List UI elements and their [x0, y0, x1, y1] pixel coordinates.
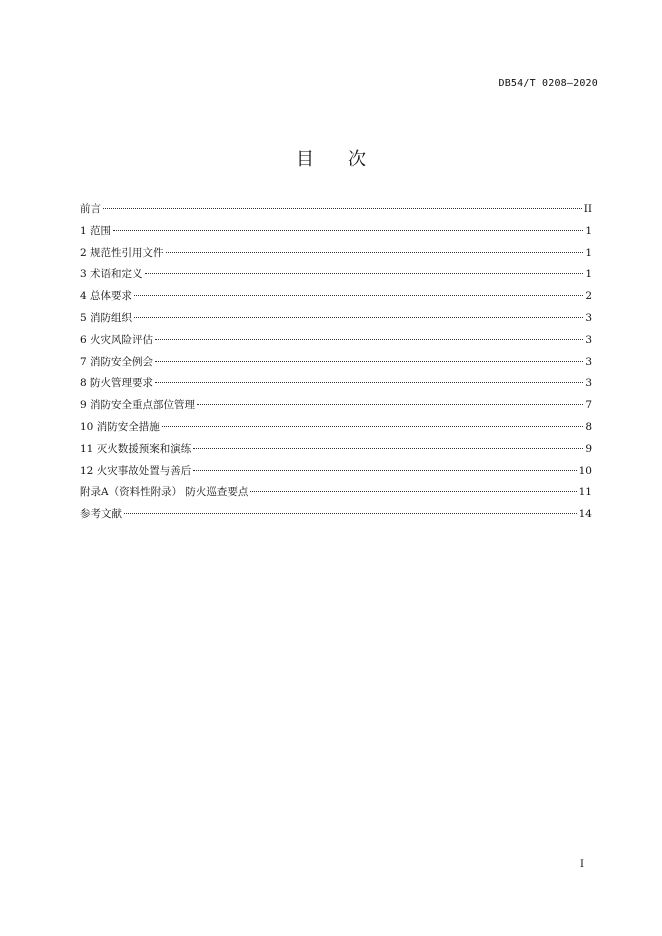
dot-leader — [197, 404, 583, 405]
dot-leader — [166, 252, 584, 253]
toc-entry-page: 10 — [578, 464, 592, 477]
dot-leader — [113, 230, 583, 231]
toc-entry-label: 附录A（资料性附录） 防火巡查要点 — [80, 486, 249, 499]
toc-entry-page: 2 — [585, 290, 592, 303]
toc-entry-label: 6 火灾风险评估 — [80, 333, 154, 346]
toc-entry-label: 8 防火管理要求 — [80, 377, 154, 390]
toc-entry-page: 7 — [585, 399, 592, 412]
toc-entry-label: 9 消防安全重点部位管理 — [80, 399, 196, 412]
dot-leader — [155, 382, 583, 383]
toc-entry[interactable] — [80, 395, 592, 417]
page-title: 目次 — [296, 149, 400, 170]
dot-leader — [134, 317, 583, 318]
toc-entry[interactable] — [80, 461, 592, 483]
toc-entry-label: 1 范围 — [80, 224, 112, 237]
toc-entry-page: 3 — [585, 377, 592, 390]
toc-entry-label: 2 规范性引用文件 — [80, 246, 164, 259]
toc-entry-label: 10 消防安全措施 — [80, 420, 160, 433]
toc-entry[interactable] — [80, 308, 592, 330]
toc-entry[interactable] — [80, 330, 592, 352]
dot-leader — [145, 273, 584, 274]
toc-entry-label: 4 总体要求 — [80, 290, 133, 303]
toc-entry-page: 14 — [578, 508, 592, 521]
toc-entry-page: 8 — [585, 420, 592, 433]
toc-entry[interactable] — [80, 286, 592, 308]
dot-leader — [124, 513, 577, 514]
toc-entry-page: 9 — [585, 442, 592, 455]
dot-leader — [134, 295, 583, 296]
toc-entry[interactable] — [80, 482, 592, 504]
dot-leader — [193, 448, 583, 449]
toc-entry-page: 3 — [585, 333, 592, 346]
toc-entry-page: 1 — [585, 268, 592, 281]
toc-entry[interactable] — [80, 221, 592, 243]
toc-entry-label: 3 术语和定义 — [80, 268, 143, 281]
dot-leader — [155, 361, 583, 362]
toc-entry-page: II — [583, 203, 592, 215]
dot-leader — [103, 208, 582, 209]
toc-entry-label: 前言 — [80, 203, 101, 215]
document-code: DB54/T 0208—2020 — [498, 78, 598, 89]
toc-entry-page: 3 — [585, 355, 592, 368]
toc-entry-label: 参考文献 — [80, 508, 122, 521]
toc-entry[interactable] — [80, 417, 592, 439]
toc-entry-label: 5 消防组织 — [80, 311, 133, 324]
toc-entry[interactable] — [80, 504, 592, 526]
toc-entry-page: 11 — [578, 486, 592, 499]
dot-leader — [162, 426, 584, 427]
table-of-contents — [80, 199, 592, 526]
toc-entry[interactable] — [80, 352, 592, 374]
toc-entry-label: 7 消防安全例会 — [80, 355, 154, 368]
toc-entry[interactable] — [80, 243, 592, 265]
toc-entry-label: 11 灭火数援预案和演练 — [80, 442, 192, 455]
dot-leader — [193, 470, 576, 471]
toc-entry[interactable] — [80, 439, 592, 461]
toc-entry[interactable] — [80, 199, 592, 221]
dot-leader — [155, 339, 583, 340]
toc-entry-page: 1 — [585, 246, 592, 259]
toc-entry-label: 12 火灾事故处置与善后 — [80, 464, 192, 477]
page-number: I — [580, 859, 584, 870]
toc-entry-page: 1 — [585, 224, 592, 237]
toc-entry[interactable] — [80, 373, 592, 395]
toc-entry[interactable] — [80, 264, 592, 286]
dot-leader — [250, 491, 576, 492]
toc-entry-page: 3 — [585, 311, 592, 324]
